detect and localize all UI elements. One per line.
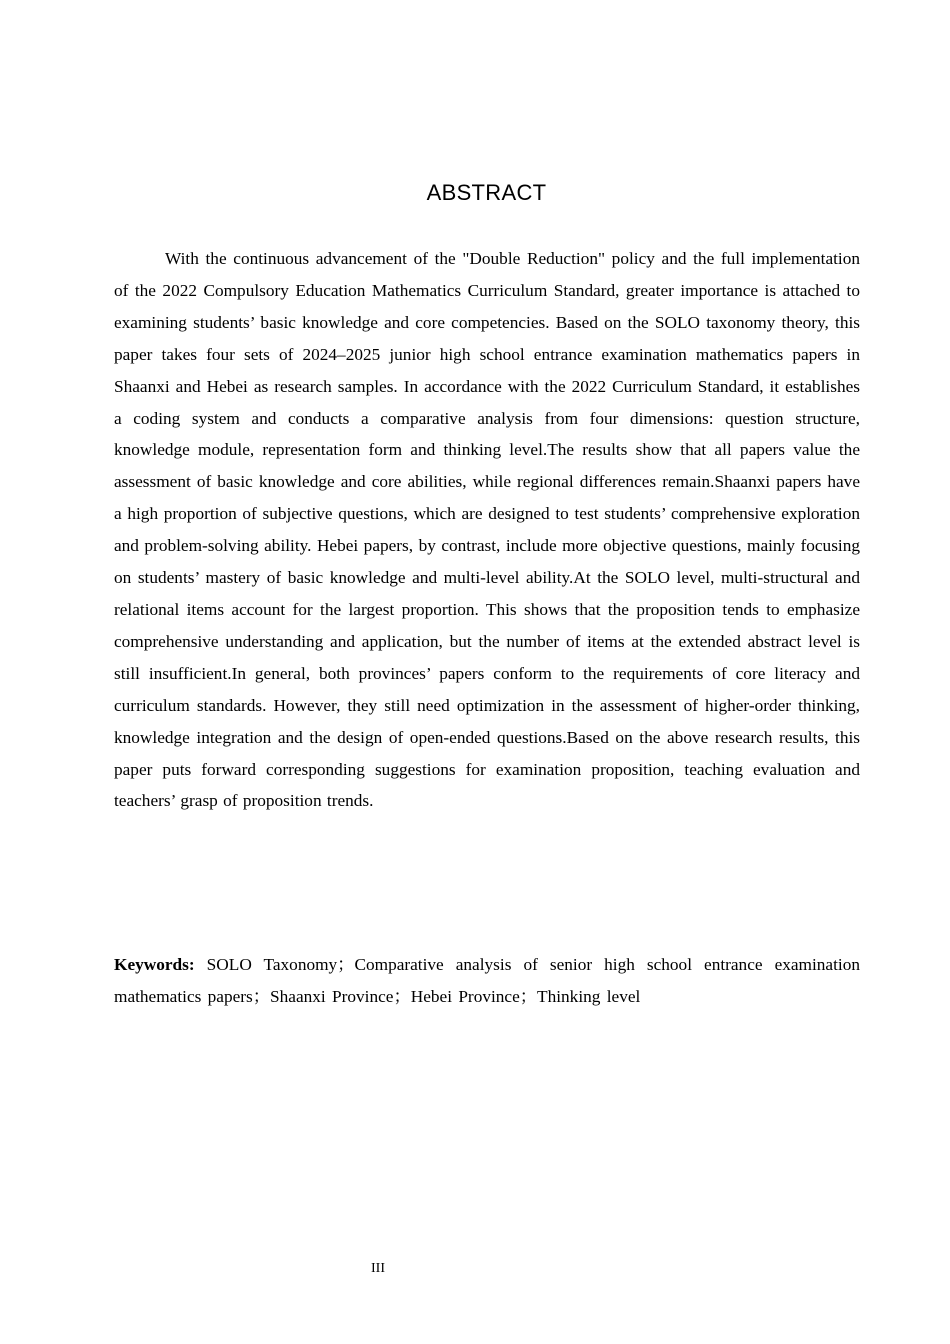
page-number: III	[371, 1261, 385, 1276]
keywords-label: Keywords:	[114, 955, 195, 974]
keywords-text: SOLO Taxonomy；Comparative analysis of senior high school entrance examination mathematics papers；Shaanxi Province；Hebei Province；Thinking level	[114, 955, 860, 1006]
abstract-body: With the continuous advancement of the "Double Reduction" policy and the full implementation of the 2022 Compulsory Education Mathematics Curriculum Standard, greater importance is attached to examining students’ basic knowledge and core competencies. Based on the SOLO taxonomy theory, this paper takes four sets of 2024–2025 junior high school entrance examination mathematics papers in Shaanxi and Hebei as research samples. In accordance with the 2022 Curriculum Standard, it establishes a coding system and conducts a comparative analysis from four dimensions: question structure, knowledge module, representation form and thinking level.The results show that all papers value the assessment of basic knowledge and core abilities, while regional differences remain.Shaanxi papers have a high proportion of subjective questions, which are designed to test students’ comprehensive exploration and problem-solving ability. Hebei papers, by contrast, include more objective questions, mainly focusing on students’ mastery of basic knowledge and multi-level ability.At the SOLO level, multi-structural and relational items account for the largest proportion. This shows that the proposition tends to emphasize comprehensive understanding and application, but the number of items at the extended abstract level is still insufficient.In general, both provinces’ papers conform to the requirements of core literacy and curriculum standards. However, they still need optimization in the assessment of higher-order thinking, knowledge integration and the design of open-ended questions.Based on the above research results, this paper puts forward corresponding suggestions for examination proposition, teaching evaluation and teachers’ grasp of proposition trends.	[114, 249, 860, 811]
page-title: ABSTRACT	[426, 180, 547, 205]
keywords-paragraph	[114, 949, 860, 1013]
